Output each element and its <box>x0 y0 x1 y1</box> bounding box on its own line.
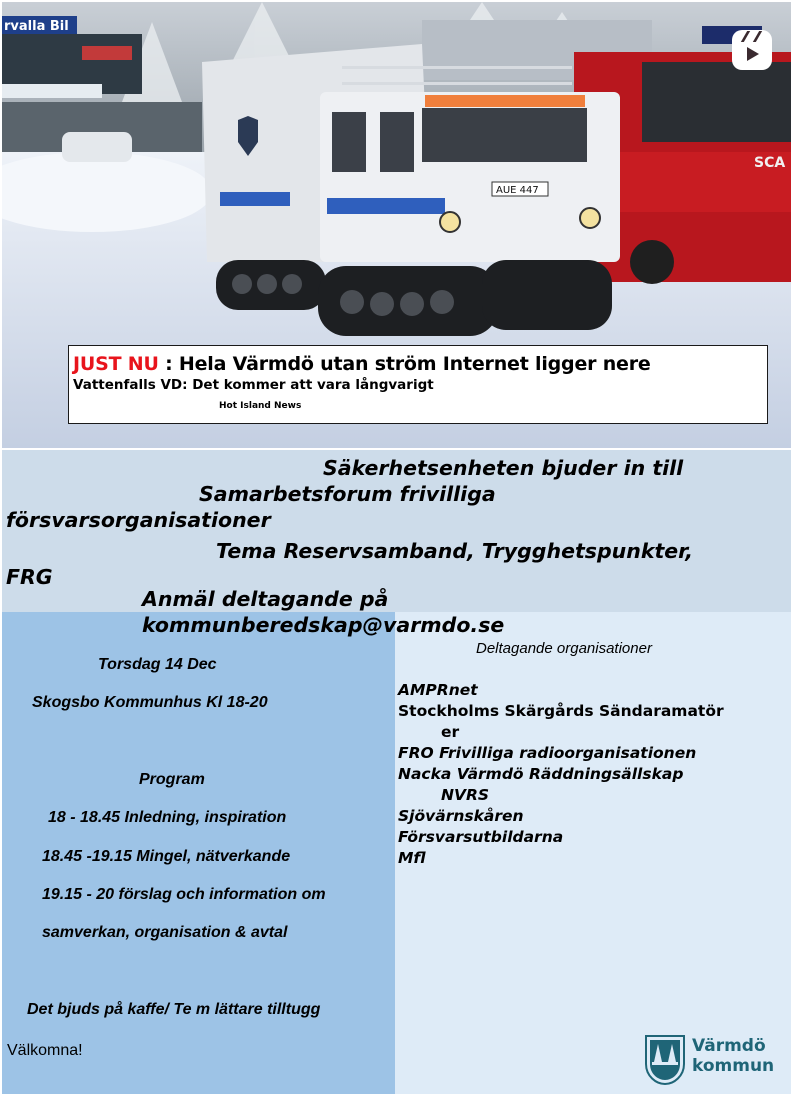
news-source: Hot Island News <box>219 401 302 411</box>
news-headline <box>73 352 763 376</box>
header-line-6: Anmäl deltagande på <box>142 587 389 611</box>
organisation-item-continued: er <box>441 723 460 741</box>
organisation-item-continued: NVRS <box>441 786 490 804</box>
program-item: 18.45 -19.15 Mingel, nätverkande <box>42 848 291 865</box>
news-subheadline: Vattenfalls VD: Det kommer att vara långvarigt <box>73 377 434 393</box>
organisation-item: AMPRnet <box>398 681 478 699</box>
breaking-news-box <box>68 345 768 424</box>
signup-email-link[interactable]: kommunberedskap@varmdo.se <box>142 613 505 637</box>
reels-icon-stripe <box>753 31 762 42</box>
organisation-item: Mfl <box>398 849 426 867</box>
coat-of-arms-icon <box>644 1034 686 1086</box>
organisation-item: Nacka Värmdö Räddningsällskap <box>398 765 684 783</box>
svg-text:rvalla Bil: rvalla Bil <box>4 19 69 34</box>
program-item: 19.15 - 20 förslag och information om <box>42 886 326 903</box>
organisation-item: Försvarsutbildarna <box>398 828 564 846</box>
svg-text:SCA: SCA <box>754 155 786 171</box>
organisation-item: Stockholms Skärgårds Sändaramatör <box>398 702 724 720</box>
refreshments-note: Det bjuds på kaffe/ Te m lättare tilltugg <box>27 1001 321 1018</box>
header-line-4: Tema Reservsamband, Trygghetspunkter, <box>216 539 694 563</box>
logo-line-1: Värmdö <box>692 1036 766 1056</box>
reels-icon-stripe <box>741 31 750 42</box>
varmdo-kommun-logo <box>644 1034 775 1086</box>
logo-line-2: kommun <box>692 1056 775 1076</box>
header-line-3: försvarsorganisationer <box>6 508 271 532</box>
header-line-2: Samarbetsforum frivilliga <box>199 482 496 506</box>
organisation-item: FRO Frivilliga radioorganisationen <box>398 744 697 762</box>
news-highlight: JUST NU <box>73 353 159 375</box>
organisations-title: Deltagande organisationer <box>476 640 652 657</box>
event-location: Skogsbo Kommunhus Kl 18-20 <box>32 694 268 711</box>
header-line-5: FRG <box>6 565 53 589</box>
logo-wordmark <box>692 1036 774 1076</box>
news-headline-text: : Hela Värmdö utan ström Internet ligger nere <box>158 353 651 375</box>
program-item: samverkan, organisation & avtal <box>42 924 288 941</box>
event-date: Torsdag 14 Dec <box>98 656 217 673</box>
program-title: Program <box>139 771 205 788</box>
reels-icon[interactable] <box>732 30 772 70</box>
svg-text:AUE 447: AUE 447 <box>496 185 539 196</box>
header-line-1: Säkerhetsenheten bjuder in till <box>323 456 684 480</box>
organisation-item: Sjövärnskåren <box>398 807 524 825</box>
invitation-header <box>2 450 791 612</box>
play-icon <box>747 47 759 61</box>
program-item: 18 - 18.45 Inledning, inspiration <box>48 809 287 826</box>
welcome-text: Välkomna! <box>7 1042 83 1059</box>
